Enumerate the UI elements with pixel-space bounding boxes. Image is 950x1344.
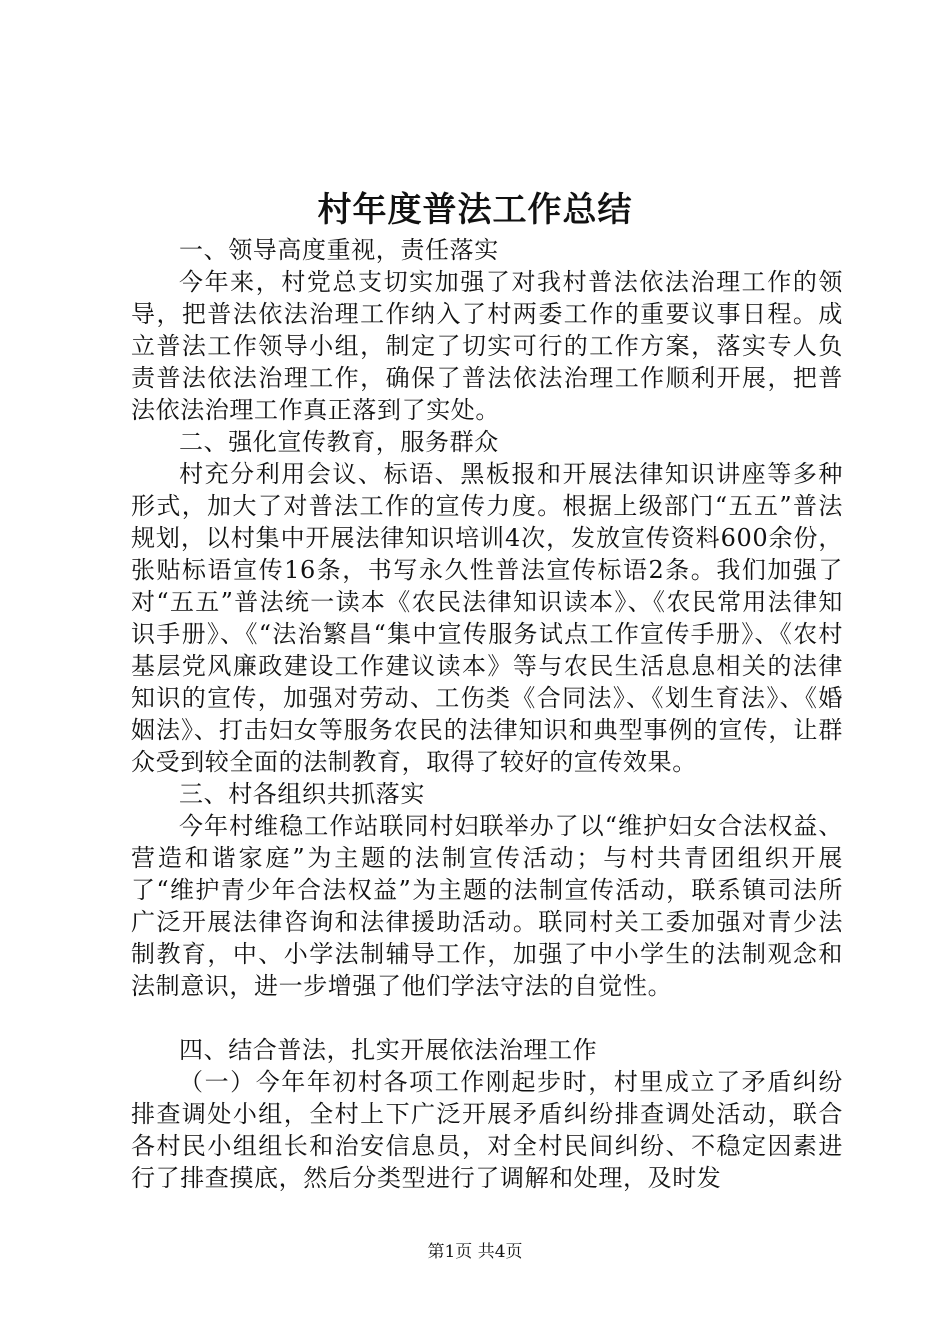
section-paragraph-3: 今年村维稳工作站联同村妇联举办了以“维护妇女合法权益、营造和谐家庭”为主题的法制宣传活动；与村共青团组织开展了“维护青少年合法权益”为主题的法制宣传活动，联系镇司法所广泛开展法律咨询和法律援助活动。联同村关工委加强对青少法制教育，中、小学法制辅导工作，加强了中小学生的法制观念和法制意识，进一步增强了他们学法守法的自觉性。	[131, 812, 843, 1000]
section-paragraph-1: 今年来，村党总支切实加强了对我村普法依法治理工作的领导，把普法依法治理工作纳入了村两委工作的重要议事日程。成立普法工作领导小组，制定了切实可行的工作方案，落实专人负责普法依法治理工作，确保了普法依法治理工作顺利开展，把普法依法治理工作真正落到了实处。	[131, 268, 843, 424]
section-heading-3: 三、村各组织共抓落实	[179, 780, 425, 808]
page-number-footer: 第1页 共4页	[427, 1242, 523, 1262]
section-heading-2: 二、强化宣传教育，服务群众	[179, 428, 499, 456]
section-heading-4: 四、结合普法，扎实开展依法治理工作	[179, 1036, 598, 1064]
document-body	[131, 234, 843, 1194]
section-paragraph-2: 村充分利用会议、标语、黑板报和开展法律知识讲座等多种形式，加大了对普法工作的宣传力度。根据上级部门“五五”普法规划，以村集中开展法律知识培训4次，发放宣传资料600余份，张贴标语宣传16条，书写永久性普法宣传标语2条。我们加强了对“五五”普法统一读本《农民法律知识读本》、《农民常用法律知识手册》、《“法治繁昌“集中宣传服务试点工作宣传手册》、《农村基层党风廉政建设工作建议读本》等与农民生活息息相关的法律知识的宣传，加强对劳动、工伤类《合同法》、《划生育法》、《婚姻法》、打击妇女等服务农民的法律知识和典型事例的宣传，让群众受到较全面的法制教育，取得了较好的宣传效果。	[131, 460, 843, 776]
document-title: 村年度普法工作总结	[317, 190, 633, 230]
section-heading-1: 一、领导高度重视，责任落实	[179, 236, 499, 264]
section-paragraph-4: （一）今年年初村各项工作刚起步时，村里成立了矛盾纠纷排查调处小组，全村上下广泛开展矛盾纠纷排查调处活动，联合各村民小组组长和治安信息员，对全村民间纠纷、不稳定因素进行了排查摸底，然后分类型进行了调解和处理，及时发	[131, 1068, 843, 1192]
paragraph-spacer	[131, 1002, 843, 1034]
